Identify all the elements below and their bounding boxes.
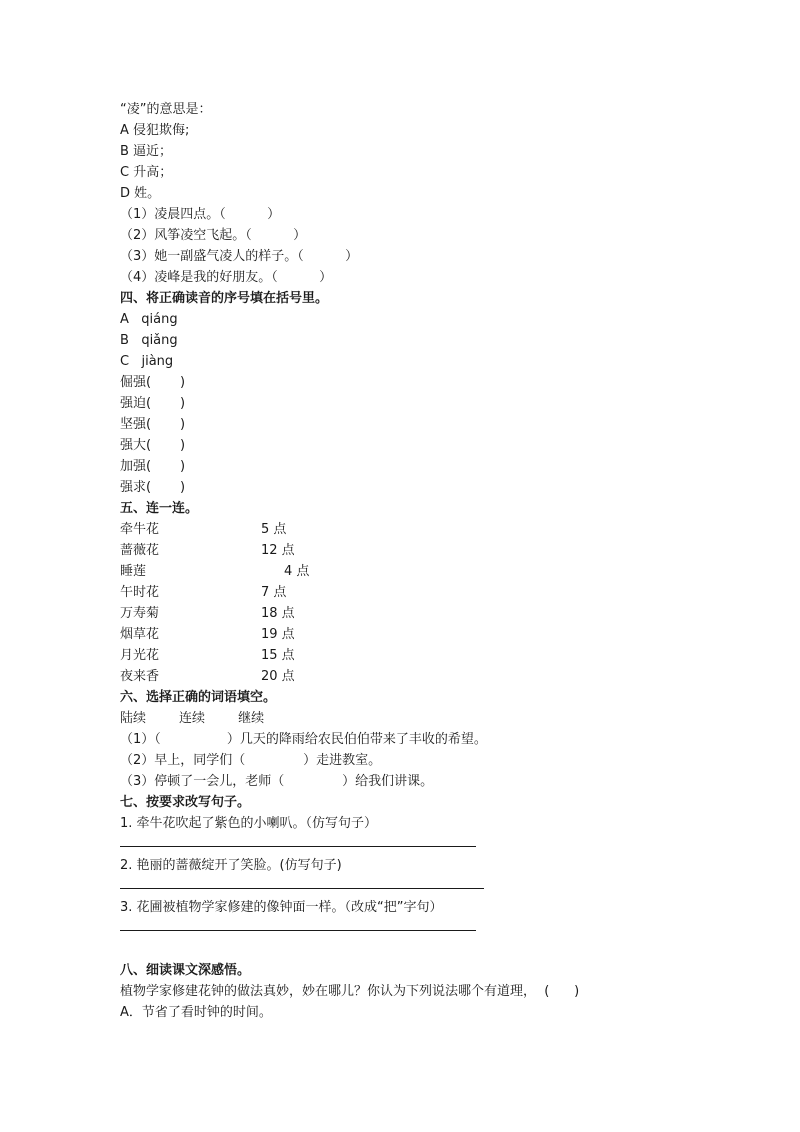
- flower-time: 15 点: [261, 648, 295, 663]
- meaning-choice-d: D 姓。: [120, 186, 161, 201]
- flower-time: 18 点: [261, 606, 295, 621]
- flower-name: 午时花: [120, 585, 160, 600]
- section-heading-4: 四、将正确读音的序号填在括号里。: [120, 291, 329, 306]
- fill-item: （2）早上，同学们（ ）走进教室。: [120, 753, 382, 768]
- question-item: （2）风筝凌空飞起。（ ）: [120, 228, 307, 243]
- flower-time: 20 点: [261, 669, 295, 684]
- rewrite-item: 3. 花圃被植物学家修建的像钟面一样。（改成“把”字句）: [120, 900, 443, 915]
- answer-line: [120, 888, 484, 889]
- question-item: （3）她一副盛气凌人的样子。（ ）: [120, 249, 359, 264]
- rewrite-item: 2. 艳丽的蔷薇绽开了笑脸。(仿写句子): [120, 858, 342, 873]
- word-item: 强求( ): [120, 480, 186, 495]
- flower-name: 睡莲: [120, 564, 147, 579]
- flower-name: 万寿菊: [120, 606, 160, 621]
- word-item: 坚强( ): [120, 417, 186, 432]
- flower-time: 19 点: [261, 627, 295, 642]
- flower-name: 烟草花: [120, 627, 160, 642]
- flower-name: 蔷薇花: [120, 543, 160, 558]
- section-heading-7: 七、按要求改写句子。: [120, 795, 251, 810]
- flower-name: 牵牛花: [120, 522, 160, 537]
- fill-item: （1）（ ）几天的降雨给农民伯伯带来了丰收的希望。: [120, 732, 487, 747]
- meaning-intro: “凌”的意思是：: [120, 102, 212, 117]
- flower-name: 夜来香: [120, 669, 160, 684]
- meaning-choice-a: A 侵犯欺侮;: [120, 123, 190, 138]
- fill-item: （3）停顿了一会儿，老师（ ）给我们讲课。: [120, 774, 434, 789]
- question-item: （4）凌峰是我的好朋友。（ ）: [120, 270, 333, 285]
- answer-line: [120, 846, 476, 847]
- pinyin-option-b: B qiǎng: [120, 333, 178, 348]
- flower-name: 月光花: [120, 648, 160, 663]
- word-item: 强大( ): [120, 438, 186, 453]
- section-heading-8: 八、细读课文深感悟。: [120, 963, 251, 978]
- section-heading-5: 五、连一连。: [120, 501, 199, 516]
- word-item: 倔强( ): [120, 375, 186, 390]
- meaning-choice-b: B 逼近；: [120, 144, 173, 159]
- word-item: 加强( ): [120, 459, 186, 474]
- rewrite-item: 1. 牵牛花吹起了紫色的小喇叭。（仿写句子）: [120, 816, 378, 831]
- flower-time: 7 点: [261, 585, 287, 600]
- reading-option-a: A．节省了看时钟的时间。: [120, 1005, 272, 1020]
- word-bank: 陆续 连续 继续: [120, 711, 265, 726]
- section-heading-6: 六、选择正确的词语填空。: [120, 690, 277, 705]
- flower-time: 12 点: [261, 543, 295, 558]
- pinyin-option-c: C jiàng: [120, 354, 174, 369]
- meaning-choice-c: C 升高；: [120, 165, 173, 180]
- question-item: （1）凌晨四点。（ ）: [120, 207, 281, 222]
- pinyin-option-a: A qiáng: [120, 312, 178, 327]
- flower-time: 5 点: [261, 522, 287, 537]
- reading-question: 植物学家修建花钟的做法真妙，妙在哪儿？你认为下列说法哪个有道理， ( ): [120, 984, 580, 999]
- word-item: 强迫( ): [120, 396, 186, 411]
- flower-time: 4 点: [284, 564, 310, 579]
- answer-line: [120, 930, 476, 931]
